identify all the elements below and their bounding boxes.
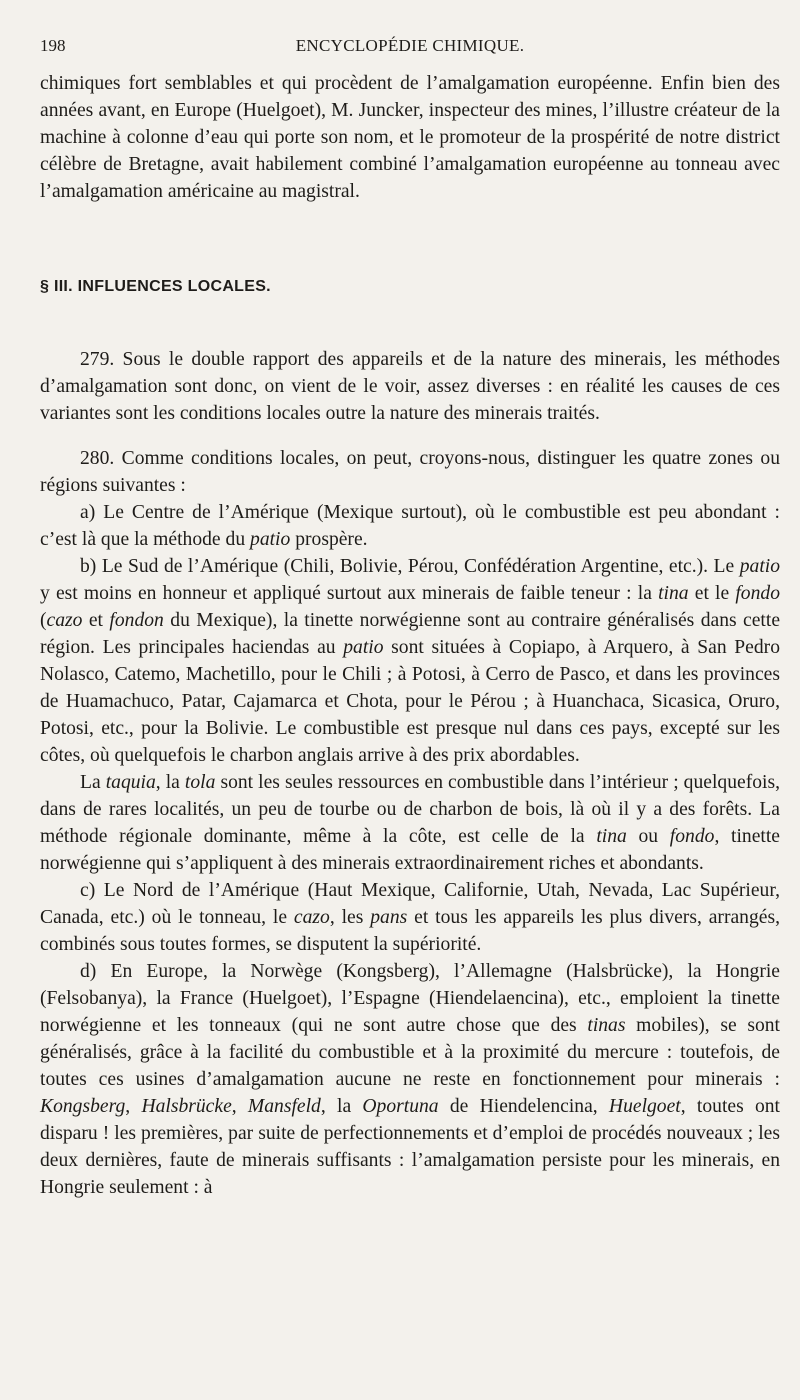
paragraph-d: d) En Europe, la Norwège (Kongsberg), l’Allemagne (Halsbrücke), la Hongrie (Felsobanya), la France (Huelgoet), l’Espagne (Hiendelaencina), etc., emploient la tinette norwégienne et les tonneaux (qui ne sont autre chose que des tinas mobiles), se sont généralisés, grâce à la facilité du combustible et à la proximité du mercure : toutefois, de toutes ces usines d’amalgamation aucune ne reste en fonctionnement pour minerais : Kongsberg, Halsbrücke, Mansfeld, la Oportuna de Hiendelencina, Huelgoet, toutes ont disparu ! les premières, par suite de perfectionnements et d’emploi de procédés nouveaux ; les deux dernières, faute de minerais suffisants : l’amalgamation persiste pour les minerais, en Hongrie seulement : à bbox=[40, 961, 780, 1198]
section-title: § III. INFLUENCES LOCALES. bbox=[40, 278, 271, 295]
running-title: ENCYCLOPÉDIE CHIMIQUE. bbox=[295, 36, 525, 55]
page-body bbox=[40, 70, 780, 1201]
paragraph-intro: chimiques fort semblables et qui procèdent de l’amalgamation européenne. Enfin bien des années avant, en Europe (Huelgoet), M. Juncker, inspecteur des mines, l’illustre créateur de la machine à colonne d’eau qui porte son nom, et le promoteur de la prospérité de notre district célèbre de Bretagne, avait habilement combiné l’amalgamation européenne au tonneau avec l’amalgamation américaine au magistral. bbox=[40, 73, 780, 202]
paragraph-taquia: La taquia, la tola sont les seules ressources en combustible dans l’intérieur ; quelquefois, dans de rares localités, un peu de tourbe ou de charbon de bois, là où il y a des forêts. La méthode régionale dominante, même à la côte, est celle de la tina ou fondo, tinette norwégienne qui s’appliquent à des minerais extraordinairement riches et abondants. bbox=[40, 772, 781, 874]
paragraph-b: b) Le Sud de l’Amérique (Chili, Bolivie, Pérou, Confédération Argentine, etc.). Le patio y est moins en honneur et appliqué surtout aux minerais de faible teneur : la tina et le fondo (cazo et fondon du Mexique), la tinette norwégienne sont au contraire généralisés dans cette région. Les principales haciendas au patio sont situées à Copiapo, à Arquero, à San Pedro Nolasco, Catemo, Machetillo, pour le Chili ; à Potosi, à Cerro de Pasco, et dans les provinces de Huamachuco, Patar, Cajamarca et Chota, pour le Pérou ; à Huanchaca, Sicasica, Oruro, Potosi, etc., pour la Bolivie. Le combustible est presque nul dans ces pays, excepté sur les côtes, où quelquefois le charbon anglais arrive à des prix abordables. bbox=[40, 556, 781, 766]
paragraph-c: c) Le Nord de l’Amérique (Haut Mexique, Californie, Utah, Nevada, Lac Supérieur, Canada, etc.) où le tonneau, le cazo, les pans et tous les appareils les plus divers, arrangés, combinés sous toutes formes, se disputent la supériorité. bbox=[40, 880, 780, 955]
paragraph-a: a) Le Centre de l’Amérique (Mexique surtout), où le combustible est peu abondant : c’est là que la méthode du patio prospère. bbox=[40, 502, 780, 550]
page-header bbox=[40, 36, 780, 60]
page-number: 198 bbox=[40, 36, 66, 55]
paragraph-280: 280. Comme conditions locales, on peut, croyons-nous, distinguer les quatre zones ou régions suivantes : bbox=[40, 448, 780, 496]
paragraph-279: 279. Sous le double rapport des appareils et de la nature des minerais, les méthodes d’amalgamation sont donc, on vient de le voir, assez diverses : en réalité les causes de ces variantes sont les conditions locales outre la nature des minerais traités. bbox=[40, 349, 780, 424]
